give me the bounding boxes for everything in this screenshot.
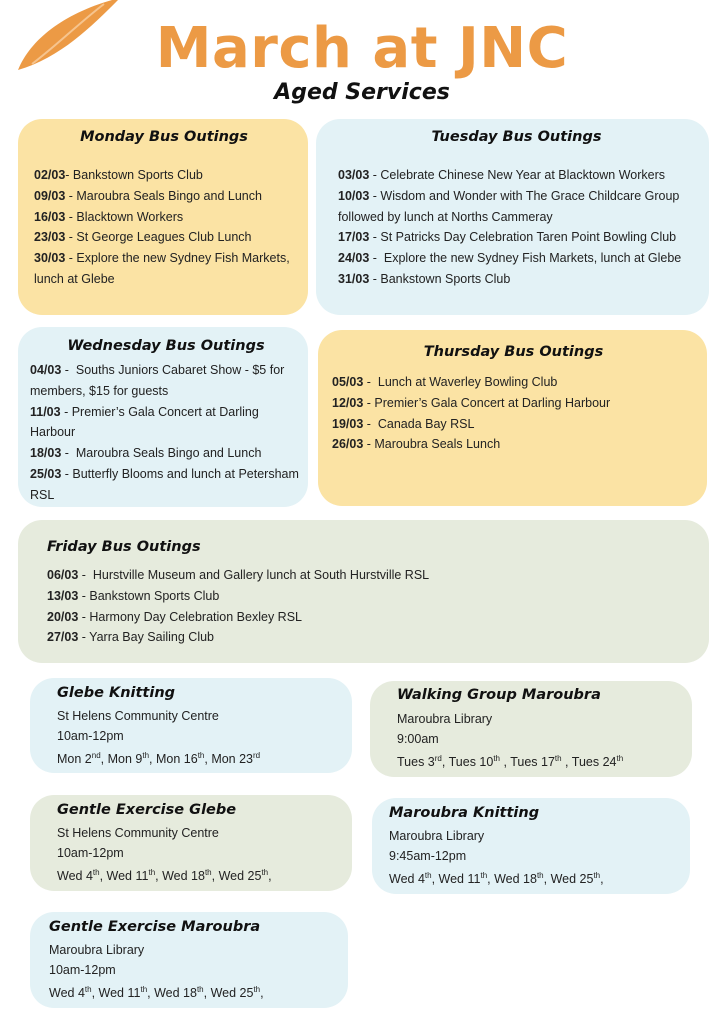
page-title: March at JNC	[155, 16, 569, 81]
session-date: Mon 16th,	[155, 750, 212, 766]
walking-group-location: Maroubra Library	[397, 712, 493, 726]
glebe-knitting-location: St Helens Community Centre	[57, 709, 219, 723]
gentle-maroubra-time: 10am-12pm	[49, 963, 116, 977]
session-date: Wed 11th,	[98, 984, 155, 1000]
outing-separator: -	[65, 230, 77, 245]
session-date: Wed 18th,	[154, 984, 211, 1000]
outing-date: 02/03	[34, 168, 66, 182]
outing-description: Bankstown Sports Club	[380, 271, 511, 286]
outing-item	[338, 227, 695, 248]
outing-item	[332, 393, 695, 414]
outing-description: Explore the new Sydney Fish Markets, lunch at Glebe	[383, 251, 682, 266]
wednesday-outings-list	[30, 360, 302, 506]
tuesday-outings-list	[338, 165, 695, 290]
outing-separator: -	[363, 375, 378, 389]
outing-date: 19/03	[332, 416, 364, 431]
gentle-glebe-dates	[57, 865, 342, 887]
thursday-outings-card	[318, 330, 707, 506]
outing-separator: -	[369, 188, 381, 203]
outing-description: Wisdom and Wonder with The Grace Childcare Group followed by lunch at Norths Cammeray	[338, 188, 680, 224]
outing-description: Hurstville Museum and Gallery lunch at South Hurstville RSL	[92, 568, 430, 582]
outing-item	[338, 165, 695, 186]
outing-separator: -	[78, 588, 90, 603]
outing-description: Premier’s Gala Concert at Darling Harbour	[30, 404, 259, 440]
outing-description: St Patricks Day Celebration Taren Point Bowling Club	[380, 230, 677, 245]
session-date: Tues 17th ,	[510, 753, 572, 769]
gentle-maroubra-location: Maroubra Library	[49, 943, 145, 957]
outing-date: 05/03	[332, 375, 364, 389]
outing-description: Maroubra Seals Bingo and Lunch	[76, 188, 262, 203]
outing-date: 25/03	[30, 466, 62, 481]
session-date: Tues 24th	[571, 753, 624, 769]
outing-separator: -	[78, 630, 90, 645]
maroubra-knitting-location: Maroubra Library	[389, 829, 485, 843]
outing-separator: -	[65, 209, 77, 224]
session-date: Wed 25th,	[210, 984, 264, 1000]
outing-date: 17/03	[338, 230, 370, 245]
session-date: Wed 11th,	[106, 867, 163, 883]
outing-item	[338, 248, 695, 269]
outing-separator: -	[369, 251, 384, 266]
outing-separator: -	[65, 251, 77, 266]
outing-date: 23/03	[34, 230, 66, 245]
outing-date: 20/03	[47, 609, 79, 624]
monday-card-title: Monday Bus Outings	[80, 129, 248, 145]
outing-date: 16/03	[34, 209, 66, 224]
outing-date: 06/03	[47, 568, 79, 582]
outing-separator: -	[369, 230, 381, 245]
session-date: Mon 9th,	[107, 750, 156, 766]
outing-description: Butterfly Blooms and lunch at Petersham RSL	[30, 466, 299, 502]
session-date: Mon 2nd,	[57, 750, 108, 766]
gentle-glebe-time: 10am-12pm	[57, 846, 124, 860]
outing-date: 09/03	[34, 188, 66, 203]
monday-outings-card	[18, 119, 308, 315]
thursday-card-title: Thursday Bus Outings	[423, 344, 604, 360]
glebe-knitting-card	[30, 678, 352, 773]
outing-separator: -	[78, 568, 93, 582]
session-date: Wed 18th,	[494, 870, 551, 886]
outing-date: 26/03	[332, 437, 364, 452]
outing-item	[34, 186, 294, 207]
session-date: Wed 25th,	[550, 870, 604, 886]
outing-date: 04/03	[30, 363, 62, 377]
gentle-glebe-title: Gentle Exercise Glebe	[57, 802, 237, 818]
friday-outings-card	[18, 520, 709, 663]
maroubra-knitting-time: 9:45am-12pm	[389, 849, 467, 863]
wednesday-card-title: Wednesday Bus Outings	[67, 338, 265, 354]
outing-item	[30, 402, 302, 444]
outing-description: Premier’s Gala Concert at Darling Harbour	[374, 395, 611, 410]
outing-separator: -	[61, 446, 76, 461]
gentle-maroubra-dates	[49, 982, 338, 1004]
friday-outings-list	[47, 565, 695, 648]
outing-date: 12/03	[332, 395, 364, 410]
walking-group-dates	[397, 751, 682, 773]
outing-description: Souths Juniors Cabaret Show - $5 for members, $15 for guests	[30, 363, 285, 398]
glebe-knitting-dates	[57, 748, 342, 770]
outing-date: 27/03	[47, 630, 79, 645]
outing-item	[332, 372, 695, 393]
outing-date: 18/03	[30, 446, 62, 461]
outing-item	[34, 165, 294, 186]
gentle-glebe-location: St Helens Community Centre	[57, 826, 219, 840]
outing-description: Harmony Day Celebration Bexley RSL	[89, 609, 302, 624]
outing-date: 13/03	[47, 588, 79, 603]
outing-item	[47, 586, 695, 607]
maroubra-knitting-dates	[389, 868, 680, 890]
tuesday-outings-card	[316, 119, 709, 315]
outing-description: Maroubra Seals Lunch	[374, 437, 501, 452]
outing-date: 24/03	[338, 251, 370, 266]
outing-separator: -	[65, 168, 73, 182]
outing-date: 30/03	[34, 251, 66, 266]
tuesday-card-title: Tuesday Bus Outings	[431, 129, 602, 145]
session-date: Wed 25th,	[218, 867, 272, 883]
outing-item	[30, 443, 302, 464]
monday-outings-list	[34, 165, 294, 290]
walking-group-card	[370, 681, 692, 777]
outing-description: Explore the new Sydney Fish Markets, lunch at Glebe	[34, 251, 290, 286]
gentle-exercise-glebe-card	[30, 795, 352, 891]
session-date: Wed 4th,	[57, 867, 107, 883]
outing-date: 31/03	[338, 271, 370, 286]
outing-date: 03/03	[338, 168, 370, 182]
outing-date: 11/03	[30, 404, 61, 419]
outing-item	[34, 248, 294, 290]
outing-description: Bankstown Sports Club	[72, 168, 203, 182]
session-date: Tues 10th ,	[448, 753, 511, 769]
friday-card-title: Friday Bus Outings	[47, 539, 201, 555]
outing-item	[338, 269, 695, 290]
outing-item	[47, 627, 695, 648]
outing-separator: -	[369, 271, 381, 286]
outing-description: Blacktown Workers	[76, 209, 184, 224]
thursday-outings-list	[332, 372, 695, 455]
outing-description: Lunch at Waverley Bowling Club	[377, 375, 558, 389]
outing-item	[332, 414, 695, 435]
outing-separator: -	[363, 395, 375, 410]
outing-description: Celebrate Chinese New Year at Blacktown Workers	[380, 168, 666, 182]
gentle-maroubra-title: Gentle Exercise Maroubra	[49, 919, 261, 935]
walking-group-title: Walking Group Maroubra	[397, 687, 601, 703]
maroubra-knitting-title: Maroubra Knitting	[389, 805, 540, 821]
session-date: Wed 4th,	[49, 984, 99, 1000]
maroubra-knitting-card	[372, 798, 690, 894]
outing-separator: -	[61, 363, 76, 377]
outing-separator: -	[363, 416, 378, 431]
glebe-knitting-title: Glebe Knitting	[57, 685, 176, 701]
outing-item	[47, 565, 695, 586]
page-subtitle: Aged Services	[274, 80, 450, 105]
session-date: Tues 3rd,	[397, 753, 449, 769]
session-date: Wed 11th,	[438, 870, 495, 886]
outing-description: Maroubra Seals Bingo and Lunch	[75, 446, 262, 461]
outing-item	[34, 227, 294, 248]
outing-item	[338, 186, 695, 228]
outing-separator: -	[60, 404, 72, 419]
session-date: Mon 23rd	[211, 750, 261, 766]
session-date: Wed 18th,	[162, 867, 219, 883]
glebe-knitting-time: 10am-12pm	[57, 729, 124, 743]
outing-item	[34, 207, 294, 228]
outing-separator: -	[65, 188, 77, 203]
session-date: Wed 4th,	[389, 870, 439, 886]
wednesday-outings-card	[18, 327, 308, 507]
outing-item	[30, 464, 302, 506]
outing-description: Canada Bay RSL	[377, 416, 475, 431]
gentle-exercise-maroubra-card	[30, 912, 348, 1008]
outing-item	[47, 607, 695, 628]
outing-item	[30, 360, 302, 402]
outing-description: St George Leagues Club Lunch	[76, 230, 252, 245]
outing-separator: -	[61, 466, 73, 481]
outing-description: Bankstown Sports Club	[89, 588, 220, 603]
outing-date: 10/03	[338, 188, 370, 203]
outing-separator: -	[369, 168, 381, 182]
outing-separator: -	[363, 437, 375, 452]
walking-group-time: 9:00am	[397, 732, 439, 746]
outing-description: Yarra Bay Sailing Club	[89, 630, 215, 645]
outing-item	[332, 434, 695, 455]
outing-separator: -	[78, 609, 90, 624]
